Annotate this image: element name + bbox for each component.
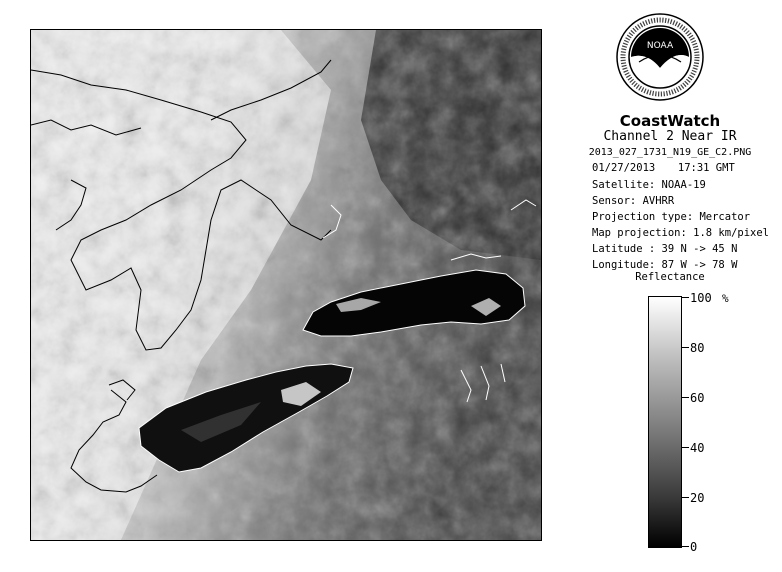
colorbar-label-40: 40 [690, 441, 705, 455]
legend-unit: % [722, 292, 729, 305]
colorbar-label-80: 80 [690, 341, 705, 355]
satellite-image [31, 30, 541, 540]
date-time-line [592, 162, 772, 175]
colorbar-label-60: 60 [690, 391, 705, 405]
image-filename: 2013_027_1731_N19_GE_C2.PNG [588, 147, 752, 158]
projection-type-info: Projection type: Mercator [592, 211, 751, 223]
satellite-info: Satellite: NOAA-19 [592, 179, 706, 191]
colorbar-tick [682, 347, 689, 348]
colorbar-tick [682, 397, 689, 398]
colorbar-tick [682, 297, 689, 298]
longitude-info: Longitude: 87 W -> 78 W [592, 259, 738, 271]
colorbar-label-100: 100 [690, 291, 712, 305]
sensor-info: Sensor: AVHRR [592, 195, 675, 207]
resolution-info: Map projection: 1.8 km/pixel [592, 227, 770, 239]
legend-title: Reflectance [635, 271, 705, 283]
product-title: CoastWatch [619, 112, 721, 130]
logo-text: NOAA [646, 41, 674, 51]
satellite-image-panel [30, 29, 542, 541]
colorbar-label-20: 20 [690, 491, 705, 505]
colorbar-tick [682, 546, 689, 547]
colorbar-tick [682, 497, 689, 498]
colorbar-tick [682, 447, 689, 448]
latitude-info: Latitude : 39 N -> 45 N [592, 243, 738, 255]
colorbar-label-0: 0 [690, 540, 698, 554]
noaa-logo [615, 12, 705, 102]
channel-subtitle: Channel 2 Near IR [603, 129, 737, 144]
image-time: 17:31 GMT [677, 162, 735, 174]
reflectance-colorbar [648, 296, 682, 548]
image-date: 01/27/2013 [592, 162, 656, 174]
